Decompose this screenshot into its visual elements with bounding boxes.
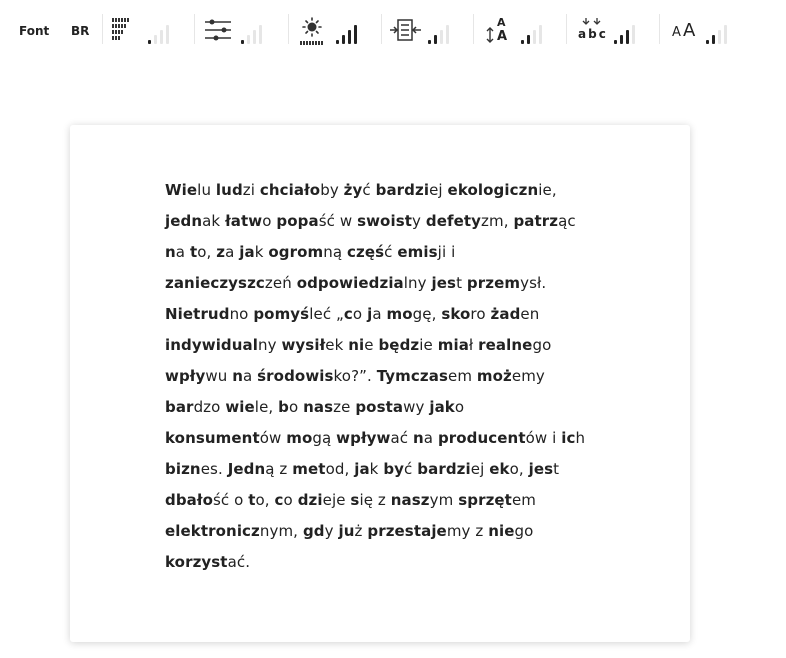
bold-prefix: by <box>383 460 405 478</box>
text-rest: ów i <box>525 429 562 447</box>
level-bar <box>247 35 250 44</box>
level-bar <box>166 25 169 44</box>
text-rest: k <box>369 460 384 478</box>
bold-prefix: moż <box>476 367 512 385</box>
bold-prefix: c <box>343 305 353 323</box>
bold-prefix: n <box>232 367 243 385</box>
article-line <box>165 361 605 392</box>
level-bar <box>632 25 635 44</box>
narrow-width-icon <box>390 19 422 41</box>
bold-prefix: sprzęt <box>458 491 512 509</box>
bold-prefix: częś <box>347 243 385 261</box>
bold-prefix: bardzi <box>417 460 471 478</box>
bold-prefix: t <box>189 243 198 261</box>
bold-prefix: środowis <box>257 367 334 385</box>
text-rest: ie <box>419 336 438 354</box>
line-spacing-control[interactable] <box>205 14 275 46</box>
text-rest: ie, <box>538 181 557 199</box>
toolbar-divider <box>288 14 289 44</box>
level-bars <box>336 14 366 44</box>
article-line <box>165 268 605 299</box>
text-rest: emy <box>511 367 545 385</box>
bold-prefix: defety <box>425 212 482 230</box>
bold-prefix: jedn <box>165 212 203 230</box>
text-rest: o <box>352 305 368 323</box>
level-bar <box>259 25 262 44</box>
text-rest: ej <box>470 460 490 478</box>
level-bar <box>533 30 536 44</box>
text-rest: zi <box>242 181 260 199</box>
letter-spacing-control[interactable] <box>578 14 640 46</box>
font-size-control[interactable] <box>672 14 734 46</box>
article-text <box>165 175 605 578</box>
bold-prefix: producent <box>437 429 526 447</box>
text-rest: o <box>262 212 277 230</box>
text-rest: ąc <box>558 212 576 230</box>
text-rest: dzo <box>193 398 226 416</box>
level-bar <box>428 40 431 44</box>
article-line <box>165 547 605 578</box>
text-rest: lny <box>403 274 432 292</box>
level-bar <box>626 30 629 44</box>
bold-prefix: z <box>216 243 226 261</box>
article-line <box>165 237 605 268</box>
bold-prefix: Wie <box>165 181 198 199</box>
level-bar <box>241 40 244 44</box>
text-rest: ek <box>325 336 349 354</box>
bold-prefix: j <box>367 305 373 323</box>
text-rest: ać. <box>227 553 251 571</box>
bold-prefix: patrz <box>513 212 559 230</box>
toolbar-divider <box>194 14 195 44</box>
text-rest: eje <box>322 491 351 509</box>
bold-prefix: dzi <box>297 491 323 509</box>
level-bar <box>620 35 623 44</box>
bold-prefix: mo <box>286 429 313 447</box>
bold-prefix: ek <box>489 460 510 478</box>
text-rest: a <box>225 243 240 261</box>
text-rest: ię z <box>359 491 391 509</box>
level-bars <box>241 14 271 44</box>
text-rest: ć <box>384 243 398 261</box>
toolbar-divider <box>659 14 660 44</box>
text-rest: ak <box>202 212 226 230</box>
bold-prefix: korzyst <box>165 553 228 571</box>
text-rest: o <box>283 491 298 509</box>
bold-prefix: mia <box>437 336 469 354</box>
text-rest: le, <box>254 398 279 416</box>
brightness-icon <box>298 17 326 45</box>
bold-prefix: będz <box>378 336 420 354</box>
text-rest: nym, <box>259 522 303 540</box>
sliders-icon <box>205 19 233 41</box>
level-bar <box>434 35 437 44</box>
level-bar <box>724 25 727 44</box>
toolbar-divider <box>566 14 567 44</box>
text-rest: y <box>412 212 426 230</box>
level-bar <box>160 30 163 44</box>
text-width-control[interactable] <box>390 14 450 46</box>
text-rest: ć <box>362 181 376 199</box>
text-rest: go <box>532 336 552 354</box>
text-rest: em <box>511 491 536 509</box>
text-rest: ać <box>390 429 413 447</box>
text-rest: h <box>575 429 586 447</box>
text-rest: t <box>553 460 560 478</box>
reader-toolbar <box>0 0 786 62</box>
article-line <box>165 175 605 206</box>
text-rest: ą z <box>265 460 293 478</box>
reading-card <box>70 125 690 642</box>
toolbar-divider <box>102 14 103 44</box>
text-rest: a <box>242 367 258 385</box>
bold-prefix: nas <box>303 398 334 416</box>
bold-prefix: mo <box>386 305 413 323</box>
level-bars <box>521 14 545 44</box>
level-bar <box>706 40 709 44</box>
text-rest: ze <box>333 398 356 416</box>
level-bar <box>712 35 715 44</box>
bold-prefix: nie <box>488 522 515 540</box>
article-line <box>165 454 605 485</box>
bold-prefix: t <box>248 491 256 509</box>
level-bar <box>446 25 449 44</box>
bold-prefix: met <box>292 460 326 478</box>
article-line <box>165 485 605 516</box>
bold-prefix: chciało <box>259 181 321 199</box>
article-line <box>165 392 605 423</box>
bold-prefix: realne <box>478 336 533 354</box>
bold-prefix: przem <box>466 274 521 292</box>
level-bar <box>336 40 339 44</box>
contrast-control[interactable] <box>298 14 368 46</box>
bold-prefix: n <box>412 429 424 447</box>
text-rest: a <box>372 305 387 323</box>
bold-prefix: ja <box>239 243 255 261</box>
text-rest: o, <box>197 243 217 261</box>
text-rest: gę, <box>412 305 442 323</box>
bold-prefix: s <box>350 491 360 509</box>
bold-prefix: dbało <box>165 491 213 509</box>
text-rest: no <box>229 305 254 323</box>
text-rest: ko?”. <box>333 367 377 385</box>
text-rest: a <box>423 429 438 447</box>
bold-prefix: jes <box>431 274 457 292</box>
text-rest: ć <box>404 460 418 478</box>
text-rest: e <box>364 336 379 354</box>
text-rest: ść o <box>212 491 249 509</box>
bold-prefix: zanieczyszc <box>165 274 265 292</box>
bold-prefix: przestaje <box>367 522 447 540</box>
bold-prefix: ic <box>561 429 576 447</box>
bold-prefix: ju <box>338 522 355 540</box>
bold-prefix: Jedn <box>227 460 266 478</box>
line-height-control[interactable] <box>485 14 545 46</box>
text-rest: by <box>320 181 344 199</box>
bold-prefix: żad <box>490 305 521 323</box>
text-rest: leć „ <box>309 305 344 323</box>
bold-prefix: jes <box>528 460 554 478</box>
bold-prefix: wysił <box>281 336 326 354</box>
bold-prefix: lud <box>215 181 243 199</box>
text-rest: es. <box>200 460 228 478</box>
bold-prefix: posta <box>355 398 404 416</box>
level-bar <box>539 25 542 44</box>
text-rest: y <box>324 522 339 540</box>
font-button[interactable]: Font <box>19 24 50 38</box>
bionic-weight-control[interactable] <box>112 14 182 46</box>
bold-prefix: bizn <box>165 460 201 478</box>
text-rest: ż <box>354 522 368 540</box>
bold-prefix: sko <box>441 305 471 323</box>
text-rest: wy <box>403 398 430 416</box>
text-rest: k <box>254 243 269 261</box>
text-rest: ł <box>468 336 479 354</box>
bold-prefix: jak <box>429 398 455 416</box>
article-line <box>165 330 605 361</box>
bold-prefix: elektronicz <box>165 522 260 540</box>
text-rest: zeń <box>264 274 297 292</box>
toolbar-divider <box>381 14 382 44</box>
text-rest: my z <box>446 522 489 540</box>
bionic-lines-icon <box>112 18 132 42</box>
text-rest: em <box>447 367 477 385</box>
bold-prefix: bar <box>165 398 194 416</box>
level-bar <box>253 30 256 44</box>
bionic-reading-button[interactable]: BR <box>71 24 90 38</box>
level-bar <box>718 30 721 44</box>
text-rest: go <box>514 522 534 540</box>
text-rest: ysł. <box>520 274 547 292</box>
bold-prefix: b <box>278 398 289 416</box>
bold-prefix: Tymczas <box>376 367 448 385</box>
level-bar <box>521 40 524 44</box>
level-bar <box>440 30 443 44</box>
level-bars <box>148 14 178 44</box>
bold-prefix: nasz <box>390 491 430 509</box>
bold-prefix: ogrom <box>268 243 324 261</box>
text-rest: ym <box>429 491 459 509</box>
bold-prefix: c <box>274 491 284 509</box>
bold-prefix: popa <box>276 212 319 230</box>
font-size-icon: A A <box>672 20 696 41</box>
article-line <box>165 299 605 330</box>
level-bar <box>614 40 617 44</box>
text-rest: ść w <box>318 212 358 230</box>
bold-prefix: ja <box>354 460 370 478</box>
bold-prefix: ekologiczn <box>447 181 539 199</box>
level-bar <box>348 30 351 44</box>
level-bar <box>148 40 151 44</box>
bold-prefix: łatw <box>225 212 263 230</box>
level-bar <box>342 35 345 44</box>
text-rest: en <box>520 305 540 323</box>
text-rest: ów <box>259 429 287 447</box>
text-rest: o, <box>255 491 275 509</box>
bold-prefix: ni <box>348 336 365 354</box>
text-rest: ej <box>429 181 448 199</box>
bold-prefix: wie <box>225 398 255 416</box>
bold-prefix: ży <box>343 181 363 199</box>
bold-prefix: wpływ <box>336 429 391 447</box>
letter-spacing-icon: abc <box>578 18 608 44</box>
level-bars <box>428 14 452 44</box>
text-rest: o, <box>509 460 529 478</box>
text-rest: wu <box>205 367 233 385</box>
article-line <box>165 423 605 454</box>
level-bars <box>706 14 732 44</box>
text-rest: gą <box>312 429 337 447</box>
bold-prefix: bardzi <box>375 181 430 199</box>
bold-prefix: emis <box>397 243 438 261</box>
text-rest: lu <box>197 181 216 199</box>
level-bar <box>154 35 157 44</box>
bold-prefix: pomyś <box>253 305 310 323</box>
text-rest: ny <box>258 336 282 354</box>
line-height-icon: A A <box>485 17 511 45</box>
bold-prefix: swoist <box>357 212 412 230</box>
article-line <box>165 206 605 237</box>
bold-prefix: wpły <box>165 367 206 385</box>
bold-prefix: n <box>165 243 176 261</box>
text-rest: ji i <box>437 243 456 261</box>
level-bar <box>527 35 530 44</box>
text-rest: o <box>288 398 304 416</box>
text-rest: ną <box>323 243 348 261</box>
bold-prefix: gd <box>302 522 325 540</box>
text-rest: od, <box>325 460 355 478</box>
text-rest: zm, <box>481 212 514 230</box>
level-bars <box>614 14 640 44</box>
bold-prefix: Nietrud <box>165 305 230 323</box>
level-bar <box>354 25 357 44</box>
toolbar-divider <box>473 14 474 44</box>
bold-prefix: odpowiedzia <box>296 274 404 292</box>
text-rest: t <box>456 274 467 292</box>
text-rest: a <box>175 243 190 261</box>
text-rest: o <box>454 398 465 416</box>
bold-prefix: indywidual <box>165 336 259 354</box>
article-line <box>165 516 605 547</box>
bold-prefix: konsument <box>165 429 260 447</box>
text-rest: ro <box>470 305 491 323</box>
